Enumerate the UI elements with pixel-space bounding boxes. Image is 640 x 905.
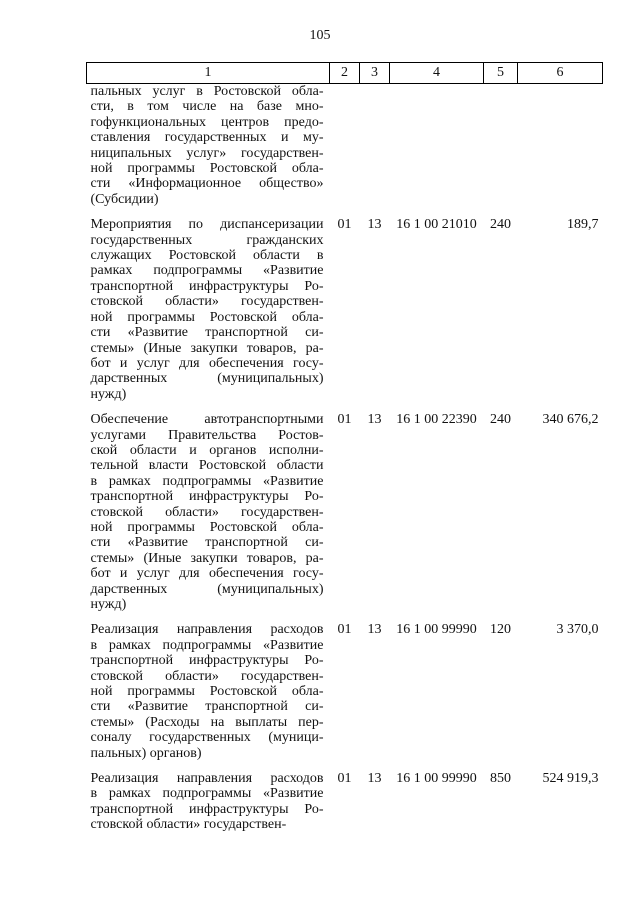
name-line: ной программы Ростовской обла-: [90, 519, 324, 535]
name-line: транспортной инфраструктуры Ро-: [90, 653, 324, 669]
name-line: транспортной инфраструктуры Ро-: [90, 278, 324, 294]
name-line: бот и услуг для обеспечения госу-: [90, 566, 324, 582]
name-line: стовской области» государствен-: [90, 817, 287, 833]
name-line: услугами Правительства Ростов-: [90, 427, 324, 443]
table-row: [87, 207, 603, 402]
row-subsection-code: 13: [367, 412, 382, 428]
row-target-article-code: [390, 84, 484, 208]
row-subsection-code: 13: [367, 622, 382, 638]
row-expense-type-code: 240: [490, 412, 511, 428]
name-line: транспортной инфраструктуры Ро-: [90, 801, 324, 817]
page-number: 105: [309, 28, 331, 43]
table-row: [87, 612, 603, 761]
name-line: сти «Развитие транспортной си-: [90, 699, 324, 715]
row-subsection-code: 13: [367, 771, 382, 787]
row-expenditure-name: [87, 402, 330, 612]
row-subsection-code: 13: [367, 217, 382, 233]
row-section-code: 01: [337, 771, 352, 787]
name-line: ставления государственных и му-: [90, 130, 324, 146]
name-line: ной программы Ростовской обла-: [90, 684, 324, 700]
name-line: Обеспечение автотранспортными: [90, 412, 324, 428]
name-line: рамках подпрограммы «Развитие: [90, 263, 324, 279]
name-line: стовской области» государствен-: [90, 504, 324, 520]
row-amount: 189,7: [567, 217, 599, 233]
row-expense-type-code: [484, 84, 518, 208]
header-col-3: 3: [360, 63, 390, 84]
row-section-code: 01: [337, 217, 352, 233]
row-target-article-code: 16 1 00 21010: [396, 217, 477, 233]
row-expenditure-name: [87, 761, 330, 833]
name-line: ной программы Ростовской обла-: [90, 309, 324, 325]
name-line: дарственных (муниципальных): [90, 581, 324, 597]
name-line: ной программы Ростовской обла-: [90, 161, 324, 177]
table-row: [87, 761, 603, 833]
header-col-5: 5: [484, 63, 518, 84]
row-section-code: 01: [337, 412, 352, 428]
row-target-article-code: 16 1 00 99990: [396, 622, 477, 638]
row-expense-type-code: 120: [490, 622, 511, 638]
row-target-article-code: 16 1 00 99990: [396, 771, 477, 787]
name-line: Реализация направления расходов: [90, 622, 324, 638]
budget-table: [86, 62, 603, 833]
name-line: ниципальных услуг» государствен-: [90, 145, 324, 161]
name-line: в рамках подпрограммы «Развитие: [90, 786, 324, 802]
name-line: Мероприятия по диспансеризации: [90, 217, 324, 233]
name-line: служащих Ростовской области в: [90, 248, 324, 264]
name-line: гофункциональных центров предо-: [90, 114, 324, 130]
name-line: транспортной инфраструктуры Ро-: [90, 489, 324, 505]
name-line: пальных услуг в Ростовской обла-: [90, 84, 324, 99]
name-line: (Субсидии): [90, 191, 159, 207]
name-line: дарственных (муниципальных): [90, 371, 324, 387]
name-line: соналу государственных (муници-: [90, 730, 324, 746]
row-expenditure-name: [87, 612, 330, 761]
table-row: [87, 402, 603, 612]
name-line: сти «Информационное общество»: [90, 176, 324, 192]
name-line: стовской области» государствен-: [90, 294, 324, 310]
name-line: в рамках подпрограммы «Развитие: [90, 637, 324, 653]
table-header-row: [87, 63, 603, 84]
header-col-4: 4: [390, 63, 484, 84]
name-line: нужд): [90, 386, 127, 402]
name-line: сти, в том числе на базе мно-: [90, 99, 324, 115]
name-line: стемы» (Расходы на выплаты пер-: [90, 714, 324, 730]
header-col-2: 2: [330, 63, 360, 84]
header-col-6: 6: [518, 63, 603, 84]
table-body: [87, 84, 603, 833]
row-expenditure-name: [87, 207, 330, 402]
row-amount: [518, 84, 603, 208]
table-row: [87, 84, 603, 208]
row-amount: 524 919,3: [542, 771, 599, 787]
header-col-1: 1: [87, 63, 330, 84]
row-expense-type-code: 240: [490, 217, 511, 233]
name-line: бот и услуг для обеспечения госу-: [90, 355, 324, 371]
row-subsection-code: [360, 84, 390, 208]
name-line: в рамках подпрограммы «Развитие: [90, 473, 324, 489]
name-line: пальных) органов): [90, 745, 202, 761]
name-line: стемы» (Иные закупки товаров, ра-: [90, 550, 324, 566]
name-line: сти «Развитие транспортной си-: [90, 325, 324, 341]
row-expenditure-name: [87, 84, 330, 208]
name-line: стовской области» государствен-: [90, 668, 324, 684]
name-line: сти «Развитие транспортной си-: [90, 535, 324, 551]
name-line: тельной власти Ростовской области: [90, 458, 324, 474]
row-amount: 3 370,0: [556, 622, 599, 638]
row-amount: 340 676,2: [542, 412, 599, 428]
name-line: ской области и органов исполни-: [90, 442, 324, 458]
name-line: Реализация направления расходов: [90, 771, 324, 787]
name-line: нужд): [90, 597, 127, 612]
row-section-code: [330, 84, 360, 208]
name-line: стемы» (Иные закупки товаров, ра-: [90, 340, 324, 356]
row-target-article-code: 16 1 00 22390: [396, 412, 477, 428]
row-expense-type-code: 850: [490, 771, 511, 787]
name-line: государственных гражданских: [90, 232, 324, 248]
row-section-code: 01: [337, 622, 352, 638]
